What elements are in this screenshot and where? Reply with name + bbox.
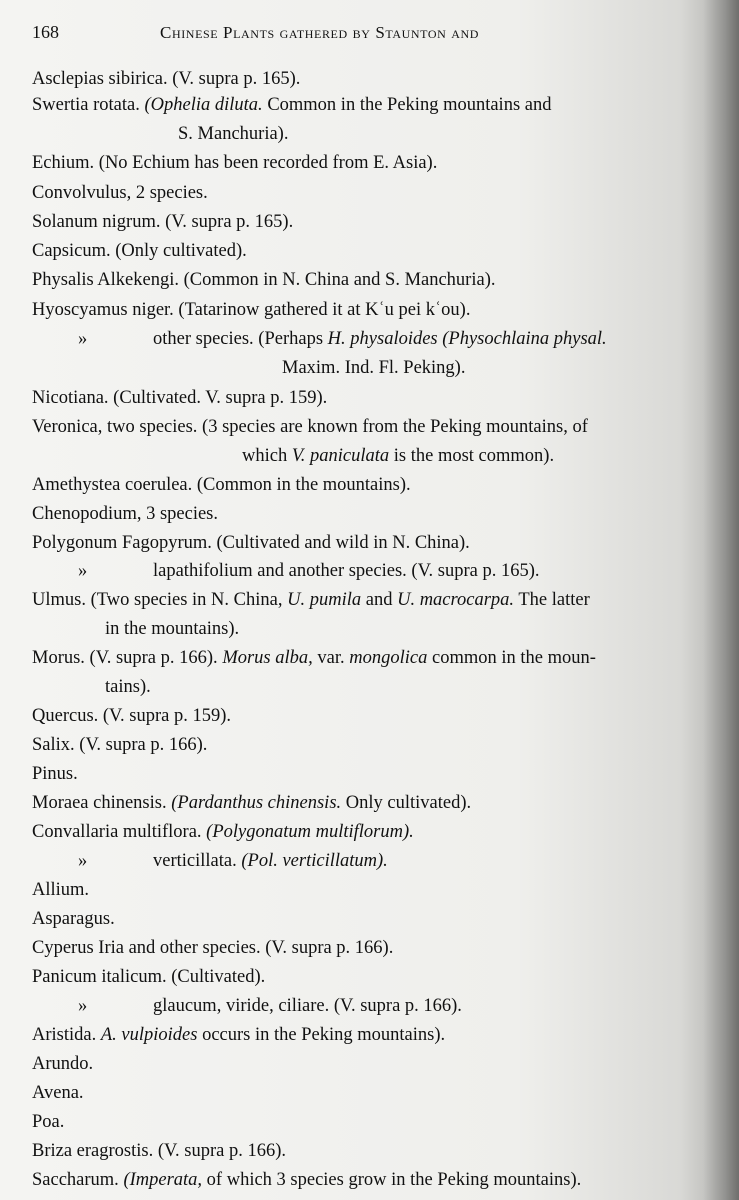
running-title: Chinese Plants gathered by Staunton and xyxy=(160,23,480,42)
entry-text: var. xyxy=(312,648,350,668)
list-line xyxy=(105,616,239,642)
entry-text: Ulmus. (Two species in N. China, xyxy=(32,590,288,610)
ditto-mark: » xyxy=(78,561,88,581)
list-line xyxy=(76,993,462,1019)
entry-text: Saccharum. xyxy=(32,1170,124,1190)
list-line xyxy=(32,150,437,176)
list-line xyxy=(32,1138,286,1164)
list-line xyxy=(32,180,208,206)
entry-italic-text: H. physaloides (Physochlaina physal. xyxy=(327,329,607,349)
entry-text: lapathifolium and another species. (V. supra p. 165). xyxy=(153,561,540,581)
entry-text: The latter xyxy=(514,590,590,610)
list-line xyxy=(32,209,293,235)
entry-text: glaucum, viride, ciliare. (V. supra p. 166). xyxy=(153,996,462,1016)
list-line xyxy=(32,501,218,527)
entry-text: Cyperus Iria and other species. (V. supra p. 166). xyxy=(32,938,394,958)
list-line xyxy=(32,530,470,556)
entry-text: Morus. (V. supra p. 166). xyxy=(32,648,223,668)
ditto-mark: » xyxy=(78,329,88,349)
list-line xyxy=(32,761,78,787)
entry-text: Convolvulus, 2 species. xyxy=(32,183,208,203)
entry-text: Moraea chinensis. xyxy=(32,793,172,813)
entry-text: which xyxy=(242,446,292,466)
entry-text: Aristida. xyxy=(32,1025,101,1045)
entry-text: Amethystea coerulea. (Common in the mountains). xyxy=(32,475,411,495)
list-line xyxy=(242,443,554,469)
list-line xyxy=(32,1051,93,1077)
list-line xyxy=(76,558,540,584)
list-line xyxy=(32,414,588,440)
entry-text: common in the moun- xyxy=(427,648,596,668)
entry-text: Nicotiana. (Cultivated. V. supra p. 159). xyxy=(32,388,328,408)
entry-italic-text: A. vulpioides xyxy=(100,1025,198,1045)
entry-italic-text: V. paniculata xyxy=(291,446,390,466)
list-line xyxy=(32,645,596,671)
list-line xyxy=(32,906,115,932)
list-line xyxy=(32,964,265,990)
list-line xyxy=(32,472,411,498)
entry-italic-text: U. pumila xyxy=(287,590,362,610)
list-line xyxy=(32,385,327,411)
list-line xyxy=(32,66,300,92)
entry-italic-text: mongolica xyxy=(349,648,428,668)
entry-text: Capsicum. (Only cultivated). xyxy=(32,241,247,261)
entry-italic-text: (Pol. verticillatum). xyxy=(241,851,388,871)
entry-italic-text: (Ophelia diluta. xyxy=(144,95,263,115)
list-line xyxy=(32,1167,581,1193)
entry-text: tains). xyxy=(105,677,151,697)
entry-text: in the mountains). xyxy=(105,619,240,639)
entry-text: Pinus. xyxy=(32,764,78,784)
entry-text: Quercus. (V. supra p. 159). xyxy=(32,706,232,726)
page-number: 168 xyxy=(32,22,59,42)
list-line xyxy=(32,703,231,729)
entry-text: Asclepias sibirica. (V. supra p. 165). xyxy=(32,69,301,89)
entry-italic-text: U. macrocarpa. xyxy=(397,590,515,610)
list-line xyxy=(32,1109,64,1135)
entry-text: Only cultivated). xyxy=(341,793,472,813)
entry-text: Arundo. xyxy=(32,1054,94,1074)
list-line xyxy=(32,297,470,323)
entry-text: and xyxy=(361,590,398,610)
list-line xyxy=(32,790,471,816)
entry-text: Hyoscyamus niger. (Tatarinow gathered it at Kʿu pei kʿou). xyxy=(32,300,471,320)
entry-text: Swertia rotata. xyxy=(32,95,145,115)
ditto-mark: » xyxy=(78,851,88,871)
entry-text: Salix. (V. supra p. 166). xyxy=(32,735,208,755)
list-line xyxy=(32,267,496,293)
page-header xyxy=(30,22,719,46)
list-line xyxy=(32,819,414,845)
entry-italic-text: (Pardanthus chinensis. xyxy=(171,793,342,813)
entry-text: Maxim. Ind. Fl. Peking). xyxy=(282,358,466,378)
entry-text: Common in the Peking mountains and xyxy=(262,95,552,115)
entry-text: Polygonum Fagopyrum. (Cultivated and wild in N. China). xyxy=(32,533,470,553)
entry-text: Echium. (No Echium has been recorded from E. Asia). xyxy=(32,153,438,173)
list-line xyxy=(178,121,288,147)
entry-text: is the most common). xyxy=(389,446,555,466)
entry-text: verticillata. xyxy=(153,851,242,871)
entry-text: Allium. xyxy=(32,880,90,900)
list-line xyxy=(32,877,89,903)
entry-text: Poa. xyxy=(32,1112,65,1132)
entry-italic-text: (Polygonatum multiflorum). xyxy=(206,822,414,842)
entry-text: Veronica, two species. (3 species are known from the Peking mountains, of xyxy=(32,417,588,437)
entry-text: other species. (Perhaps xyxy=(153,329,328,349)
entry-text: Chenopodium, 3 species. xyxy=(32,504,219,524)
list-line xyxy=(76,848,388,874)
entry-text: Convallaria multiflora. xyxy=(32,822,207,842)
entry-text: Asparagus. xyxy=(32,909,115,929)
list-line xyxy=(32,238,247,264)
list-line xyxy=(105,674,151,700)
entry-italic-text: Morus alba, xyxy=(222,648,313,668)
list-line xyxy=(32,92,551,118)
entry-text: S. Manchuria). xyxy=(178,124,289,144)
entry-text: Panicum italicum. (Cultivated). xyxy=(32,967,266,987)
entry-text: Physalis Alkekengi. (Common in N. China and S. Manchuria). xyxy=(32,270,496,290)
entry-text: Solanum nigrum. (V. supra p. 165). xyxy=(32,212,294,232)
list-line xyxy=(32,732,207,758)
list-line xyxy=(282,355,465,381)
entry-text: Briza eragrostis. (V. supra p. 166). xyxy=(32,1141,286,1161)
list-line xyxy=(76,326,607,352)
entry-italic-text: (Imperata, xyxy=(123,1170,203,1190)
entry-text: Avena. xyxy=(32,1083,84,1103)
list-line xyxy=(32,935,393,961)
entry-text: of which 3 species grow in the Peking mountains). xyxy=(202,1170,582,1190)
list-line xyxy=(32,1080,84,1106)
entry-text: occurs in the Peking mountains). xyxy=(197,1025,446,1045)
list-line xyxy=(32,1022,445,1048)
ditto-mark: » xyxy=(78,996,88,1016)
list-line xyxy=(32,587,590,613)
